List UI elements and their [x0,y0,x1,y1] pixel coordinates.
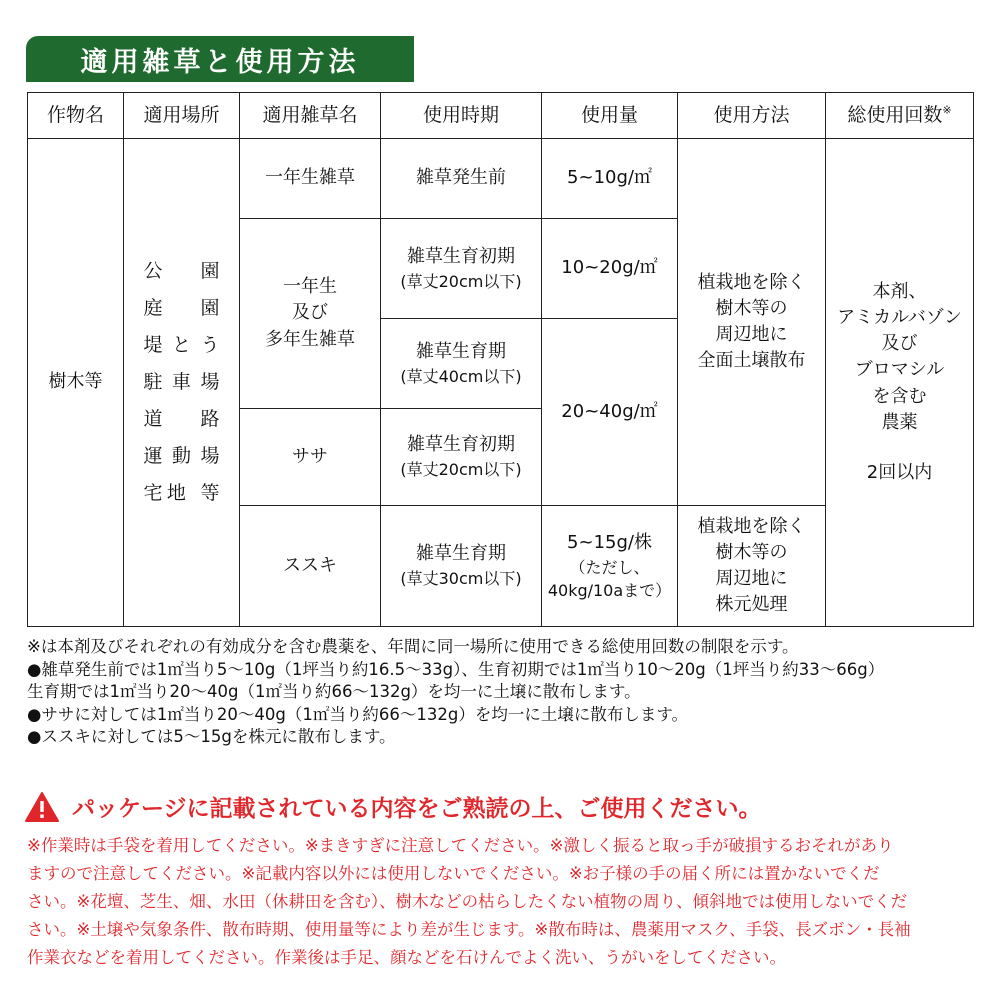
period-cell: 雑草生育期 (草丈30cm以下) [381,506,542,627]
weed-annual: 一年生雑草 [240,139,381,219]
header-total-uses: 総使用回数※ [826,93,974,139]
note-line: ●ススキに対しては5～15gを株元に散布します。 [27,727,396,746]
caution-line: さい。※土壌や気象条件、散布時期、使用量等により差が生じます。※散布時は、農薬用マスク、手袋、長ズボン・長袖 [27,920,911,939]
weed-annual-perennial: 一年生 及び 多年生雑草 [240,219,381,409]
caution-line: 作業衣などを着用してください。作業後は手足、顔などを石けんでよく洗い、うがいをしてください。 [27,948,786,967]
section-title: 適用雑草と使用方法 [80,46,360,78]
total-uses-cell: 本剤、 アミカルバゾン 及び ブロマシル を含む 農薬 2回以内 [826,139,974,627]
place-list: 公 園 庭 園 堤とう 駐車場 道 路 運動場 宅地 等 [143,259,220,505]
caution-line: ますので注意してください。※記載内容以外には使用しないでください。※お子様の手の届く所には置かないでくだ [27,864,880,883]
note-line: ●ササに対しては1㎡当り20～40g（1㎡当り約66～132g）を均一に土壌に散布します。 [27,704,689,724]
warning-title: パッケージに記載されている内容をご熟読の上、ご使用ください。 [72,796,762,822]
weed-sasa: ササ [240,409,381,506]
period-cell: 雑草生育初期 (草丈20cm以下) [381,219,542,319]
crop-cell: 樹木等 [28,139,124,627]
table-row [28,139,974,219]
header-weed: 適用雑草名 [240,93,381,139]
warning-triangle-icon [24,791,60,823]
warning-heading [24,790,762,823]
amount-cell: 10~20g/㎡ [542,219,678,319]
note-line: ●雑草発生前では1㎡当り5～10g（1坪当り約16.5～33g）、生育初期では1㎡当り10～20g（1坪当り約33～66g） [27,659,885,679]
amount-cell: 5~15g/株 （ただし、 40kg/10aまで） [542,506,678,627]
method-cell-1: 植栽地を除く 樹木等の 周辺地に 全面土壌散布 [678,139,826,506]
caution-line: さい。※花壇、芝生、畑、水田（休耕田を含む）、樹木などの枯らしたくない植物の周り、傾斜地では使用しないでくだ [27,892,908,911]
application-table [27,92,974,627]
amount-cell: 5~10g/㎡ [542,139,678,219]
header-crop: 作物名 [28,93,124,139]
amount-cell: 20~40g/㎡ [542,319,678,506]
header-method: 使用方法 [678,93,826,139]
section-title-banner [26,36,414,82]
weed-susuki: ススキ [240,506,381,627]
period-cell: 雑草生育期 (草丈40cm以下) [381,319,542,409]
table-header-row [28,93,974,139]
caution-text [27,832,982,972]
header-place: 適用場所 [124,93,240,139]
usage-notes [27,636,987,749]
note-line: ※は本剤及びそれぞれの有効成分を含む農薬を、年間に同一場所に使用できる総使用回数の制限を示す。 [27,637,799,656]
note-line: 生育期では1㎡当り20～40g（1㎡当り約66～132g）を均一に土壌に散布します。 [27,682,641,701]
header-period: 使用時期 [381,93,542,139]
method-cell-2: 植栽地を除く 樹木等の 周辺地に 株元処理 [678,506,826,627]
header-amount: 使用量 [542,93,678,139]
caution-line: ※作業時は手袋を着用してください。※まきすぎに注意してください。※激しく振ると取っ手が破損するおそれがあり [27,836,894,855]
period-cell: 雑草発生前 [381,139,542,219]
period-cell: 雑草生育初期 (草丈20cm以下) [381,409,542,506]
place-cell [124,139,240,627]
